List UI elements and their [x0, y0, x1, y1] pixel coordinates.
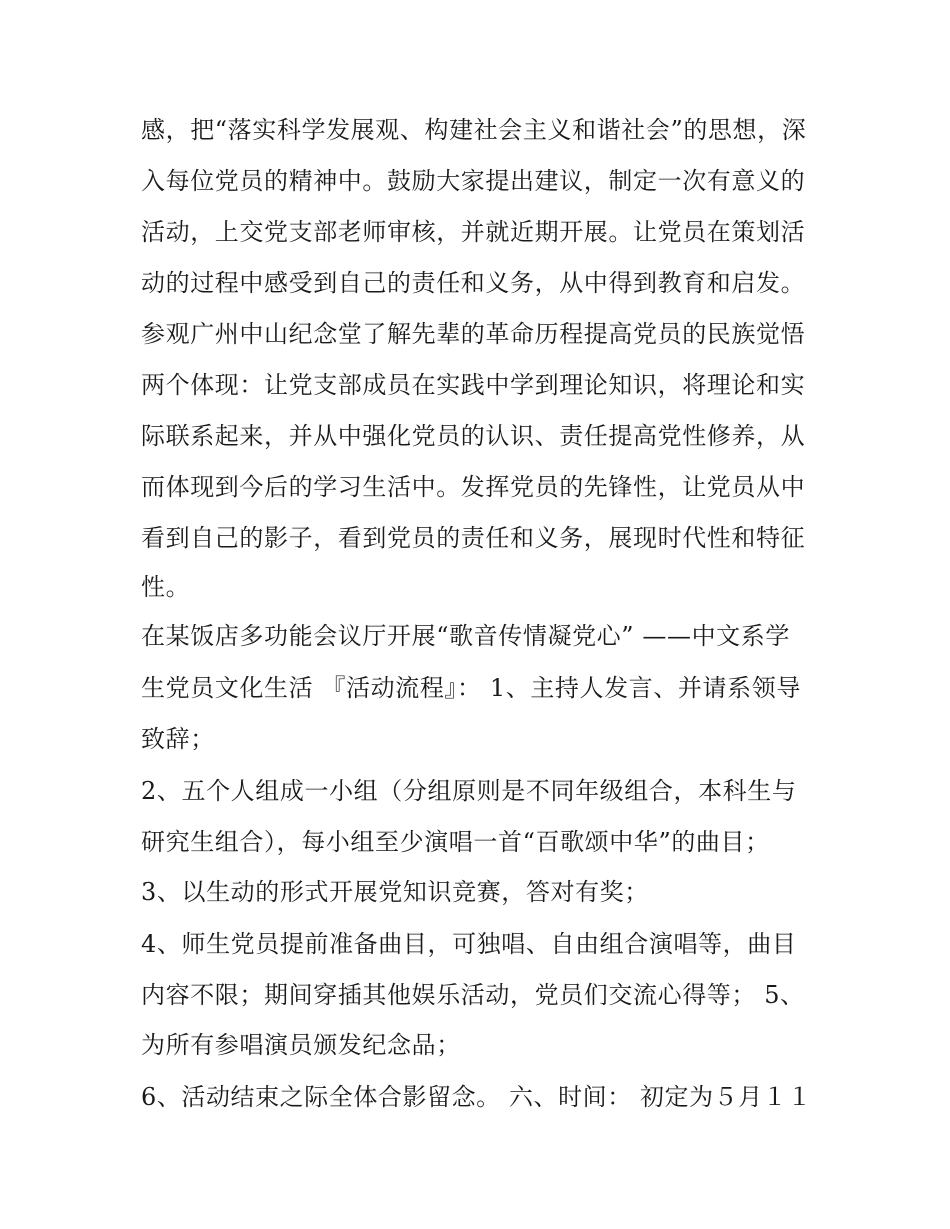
text-line: 6、活动结束之际全体合影留念。 六、时间： 初定为５月１１ [141, 1083, 812, 1111]
text-line: 4、师生党员提前准备曲目，可独唱、自由组合演唱等，曲目 [141, 930, 797, 958]
text-line: 而体现到今后的学习生活中。发挥党员的先锋性，让党员从中 [141, 473, 806, 501]
text-line: 入每位党员的精神中。鼓励大家提出建议，制定一次有意义的 [141, 167, 806, 195]
text-line: 致辞； [141, 725, 215, 753]
text-line: 3、以生动的形式开展党知识竞赛，答对有奖； [141, 878, 649, 906]
text-line: 在某饭店多功能会议厅开展“歌音传情凝党心” ——中文系学 [141, 622, 790, 650]
text-line: 生党员文化生活 『活动流程』： 1、主持人发言、并请系领导 [141, 674, 801, 702]
text-line: 活动，上交党支部老师审核，并就近期开展。让党员在策划活 [141, 218, 806, 246]
text-line: 研究生组合），每小组至少演唱一首“百歌颂中华”的曲目； [141, 828, 770, 856]
text-line: 内容不限；期间穿插其他娱乐活动，党员们交流心得等； 5、 [141, 981, 805, 1009]
text-line: 2、五个人组成一小组（分组原则是不同年级组合，本科生与 [141, 777, 797, 805]
text-line: 为所有参唱演员颁发纪念品； [141, 1031, 461, 1059]
text-line: 两个体现：让党支部成员在实践中学到理论知识，将理论和实 [141, 371, 806, 399]
text-line: 动的过程中感受到自己的责任和义务，从中得到教育和启发。 [141, 269, 806, 297]
text-line: 看到自己的影子，看到党员的责任和义务，展现时代性和特征 [141, 524, 806, 552]
text-line: 际联系起来，并从中强化党员的认识、责任提高党性修养，从 [141, 422, 806, 450]
text-line: 性。 [141, 573, 191, 601]
text-line: 参观广州中山纪念堂了解先辈的革命历程提高党员的民族觉悟 [141, 320, 806, 348]
text-line: 感，把“落实科学发展观、构建社会主义和谐社会”的思想，深 [141, 116, 807, 144]
